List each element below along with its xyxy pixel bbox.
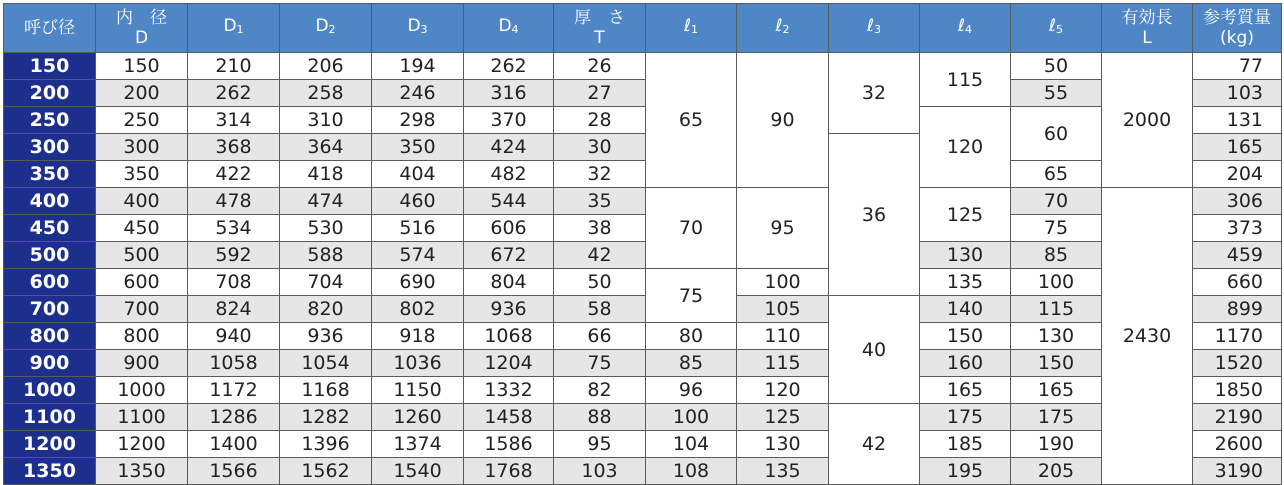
nominal-cell: 350 [4, 161, 96, 188]
cell-l2: 130 [737, 431, 829, 458]
cell-kg: 103 [1193, 80, 1282, 107]
cell-kg: 2190 [1193, 404, 1282, 431]
cell-kg: 1170 [1193, 323, 1282, 350]
header-d1: $D_1$ [188, 4, 280, 53]
cell-l5: 205 [1011, 458, 1102, 485]
header-l4: ℓ$_4$ [920, 4, 1011, 53]
cell-d: 700 [96, 296, 188, 323]
header-subscript: 2 [328, 23, 336, 36]
cell-d: 450 [96, 215, 188, 242]
cell-l4-merged: 115 [920, 53, 1011, 107]
cell-d4: 1204 [464, 350, 554, 377]
cell-l5: 175 [1011, 404, 1102, 431]
cell-d2: 1054 [280, 350, 372, 377]
nominal-cell: 150 [4, 53, 96, 80]
cell-t: 30 [554, 134, 646, 161]
table-row [4, 80, 1282, 107]
cell-d: 200 [96, 80, 188, 107]
header-thick-top: 厚 さ [574, 8, 625, 28]
cell-d: 1200 [96, 431, 188, 458]
cell-l1: 85 [646, 350, 737, 377]
cell-t: 27 [554, 80, 646, 107]
header-d2: $D_2$ [280, 4, 372, 53]
cell-d2: 1282 [280, 404, 372, 431]
cell-d: 800 [96, 323, 188, 350]
cell-t: 58 [554, 296, 646, 323]
spec-table [3, 3, 1282, 485]
cell-d4: 482 [464, 161, 554, 188]
cell-kg: 3190 [1193, 458, 1282, 485]
cell-d: 150 [96, 53, 188, 80]
cell-d1: 422 [188, 161, 280, 188]
cell-l1: 80 [646, 323, 737, 350]
nominal-cell: 700 [4, 296, 96, 323]
header-eff-top: 有効長 [1121, 8, 1173, 28]
nominal-cell: 500 [4, 242, 96, 269]
cell-kg: 165 [1193, 134, 1282, 161]
cell-d2: 1562 [280, 458, 372, 485]
cell-l1: 108 [646, 458, 737, 485]
cell-d4: 936 [464, 296, 554, 323]
cell-d1: 940 [188, 323, 280, 350]
cell-l5: 165 [1011, 377, 1102, 404]
cell-l2: 115 [737, 350, 829, 377]
cell-d: 900 [96, 350, 188, 377]
cell-l1-merged: 75 [646, 269, 737, 323]
cell-d3: 1260 [372, 404, 464, 431]
nominal-cell: 200 [4, 80, 96, 107]
cell-d2: 1168 [280, 377, 372, 404]
cell-kg: 899 [1193, 296, 1282, 323]
cell-d1: 210 [188, 53, 280, 80]
cell-kg: 373 [1193, 215, 1282, 242]
cell-kg: 2600 [1193, 431, 1282, 458]
cell-d3: 918 [372, 323, 464, 350]
header-inner-top: 内 径 [116, 8, 167, 28]
cell-l2: 105 [737, 296, 829, 323]
cell-l3-merged: 42 [829, 404, 920, 485]
cell-d2: 1396 [280, 431, 372, 458]
cell-d3: 516 [372, 215, 464, 242]
cell-l2: 135 [737, 458, 829, 485]
header-l3: ℓ$_3$ [829, 4, 920, 53]
header-subscript: 1 [691, 23, 699, 36]
cell-l5: 50 [1011, 53, 1102, 80]
cell-d4: 424 [464, 134, 554, 161]
header-subscript: 3 [874, 23, 882, 36]
header-row [4, 4, 1282, 53]
cell-d1: 262 [188, 80, 280, 107]
cell-l5: 75 [1011, 215, 1102, 242]
cell-kg: 459 [1193, 242, 1282, 269]
cell-l2: 100 [737, 269, 829, 296]
table-row [4, 53, 1282, 80]
cell-d1: 1172 [188, 377, 280, 404]
table-row [4, 323, 1282, 350]
header-eff-bottom: L [1142, 28, 1152, 48]
table-row [4, 350, 1282, 377]
cell-d1: 824 [188, 296, 280, 323]
cell-d2: 588 [280, 242, 372, 269]
nominal-cell: 800 [4, 323, 96, 350]
cell-d2: 704 [280, 269, 372, 296]
table-row [4, 215, 1282, 242]
nominal-cell: 250 [4, 107, 96, 134]
cell-d2: 206 [280, 53, 372, 80]
cell-d3: 690 [372, 269, 464, 296]
cell-t: 28 [554, 107, 646, 134]
cell-d2: 310 [280, 107, 372, 134]
cell-l4: 160 [920, 350, 1011, 377]
cell-l4-merged: 120 [920, 107, 1011, 188]
cell-kg: 77 [1193, 53, 1282, 80]
cell-d3: 802 [372, 296, 464, 323]
cell-l1: 100 [646, 404, 737, 431]
cell-l1: 104 [646, 431, 737, 458]
cell-d1: 1400 [188, 431, 280, 458]
cell-d2: 530 [280, 215, 372, 242]
cell-l2-merged: 90 [737, 53, 829, 188]
cell-d: 1350 [96, 458, 188, 485]
table-row [4, 404, 1282, 431]
cell-d3: 1374 [372, 431, 464, 458]
cell-l5-merged: 60 [1011, 107, 1102, 161]
header-l1: ℓ$_1$ [646, 4, 737, 53]
cell-d1: 1566 [188, 458, 280, 485]
cell-d4: 1068 [464, 323, 554, 350]
header-subscript: 3 [420, 23, 428, 36]
header-d4: $D_4$ [464, 4, 554, 53]
cell-kg: 204 [1193, 161, 1282, 188]
cell-d1: 314 [188, 107, 280, 134]
cell-d1: 534 [188, 215, 280, 242]
header-subscript: 4 [965, 23, 973, 36]
cell-l3-merged: 32 [829, 53, 920, 134]
cell-l4: 130 [920, 242, 1011, 269]
table-row [4, 161, 1282, 188]
cell-l4: 195 [920, 458, 1011, 485]
cell-d2: 258 [280, 80, 372, 107]
cell-d4: 1458 [464, 404, 554, 431]
cell-eff-merged: 2430 [1102, 188, 1193, 485]
nominal-cell: 300 [4, 134, 96, 161]
cell-t: 35 [554, 188, 646, 215]
nominal-cell: 1100 [4, 404, 96, 431]
cell-d2: 364 [280, 134, 372, 161]
header-thickness [554, 4, 646, 53]
cell-l4: 140 [920, 296, 1011, 323]
cell-l5: 130 [1011, 323, 1102, 350]
cell-l5: 115 [1011, 296, 1102, 323]
cell-t: 26 [554, 53, 646, 80]
cell-d: 350 [96, 161, 188, 188]
table-row [4, 107, 1282, 134]
header-l2: ℓ$_2$ [737, 4, 829, 53]
cell-t: 103 [554, 458, 646, 485]
cell-d3: 404 [372, 161, 464, 188]
cell-l1-merged: 70 [646, 188, 737, 269]
cell-d4: 672 [464, 242, 554, 269]
header-inner-diameter [96, 4, 188, 53]
cell-t: 32 [554, 161, 646, 188]
cell-d2: 820 [280, 296, 372, 323]
cell-t: 38 [554, 215, 646, 242]
cell-l4: 185 [920, 431, 1011, 458]
header-effective-length [1102, 4, 1193, 53]
cell-d4: 370 [464, 107, 554, 134]
cell-d4: 606 [464, 215, 554, 242]
cell-d4: 544 [464, 188, 554, 215]
cell-d2: 418 [280, 161, 372, 188]
header-subscript: 1 [236, 23, 244, 36]
cell-d1: 478 [188, 188, 280, 215]
cell-d: 500 [96, 242, 188, 269]
header-inner-bottom: D [134, 28, 149, 48]
cell-d: 300 [96, 134, 188, 161]
header-subscript: 2 [782, 23, 790, 36]
cell-d1: 1058 [188, 350, 280, 377]
cell-d3: 246 [372, 80, 464, 107]
cell-l4: 175 [920, 404, 1011, 431]
cell-kg: 1520 [1193, 350, 1282, 377]
table-row [4, 269, 1282, 296]
header-mass-bottom: (kg) [1220, 28, 1254, 48]
cell-d2: 936 [280, 323, 372, 350]
cell-d3: 574 [372, 242, 464, 269]
cell-l3-merged: 40 [829, 296, 920, 404]
cell-d: 250 [96, 107, 188, 134]
cell-d1: 592 [188, 242, 280, 269]
cell-l2-merged: 95 [737, 188, 829, 269]
header-nominal: 呼び径 [4, 4, 96, 53]
cell-d4: 1332 [464, 377, 554, 404]
table-row [4, 296, 1282, 323]
cell-l5: 150 [1011, 350, 1102, 377]
nominal-cell: 1200 [4, 431, 96, 458]
cell-l4-merged: 125 [920, 188, 1011, 242]
cell-d3: 1036 [372, 350, 464, 377]
cell-d4: 316 [464, 80, 554, 107]
cell-l5: 100 [1011, 269, 1102, 296]
table-row [4, 431, 1282, 458]
cell-kg: 1850 [1193, 377, 1282, 404]
cell-t: 95 [554, 431, 646, 458]
cell-d4: 804 [464, 269, 554, 296]
table-row [4, 188, 1282, 215]
cell-d: 600 [96, 269, 188, 296]
cell-t: 88 [554, 404, 646, 431]
cell-l2: 120 [737, 377, 829, 404]
cell-l2: 110 [737, 323, 829, 350]
cell-t: 75 [554, 350, 646, 377]
cell-t: 66 [554, 323, 646, 350]
cell-l4: 165 [920, 377, 1011, 404]
cell-d: 400 [96, 188, 188, 215]
table-row [4, 242, 1282, 269]
cell-d2: 474 [280, 188, 372, 215]
cell-eff-merged: 2000 [1102, 53, 1193, 188]
cell-d3: 460 [372, 188, 464, 215]
nominal-cell: 900 [4, 350, 96, 377]
cell-kg: 660 [1193, 269, 1282, 296]
header-thick-bottom: T [594, 28, 605, 48]
cell-l5: 85 [1011, 242, 1102, 269]
cell-d4: 1586 [464, 431, 554, 458]
nominal-cell: 450 [4, 215, 96, 242]
cell-d3: 350 [372, 134, 464, 161]
cell-t: 82 [554, 377, 646, 404]
cell-t: 50 [554, 269, 646, 296]
cell-l3-merged: 36 [829, 134, 920, 296]
cell-l5: 70 [1011, 188, 1102, 215]
cell-l5: 55 [1011, 80, 1102, 107]
cell-l1: 96 [646, 377, 737, 404]
nominal-cell: 600 [4, 269, 96, 296]
cell-d1: 368 [188, 134, 280, 161]
cell-kg: 306 [1193, 188, 1282, 215]
table-row [4, 377, 1282, 404]
cell-d3: 1540 [372, 458, 464, 485]
header-l5: ℓ$_5$ [1011, 4, 1102, 53]
nominal-cell: 1350 [4, 458, 96, 485]
header-d3: $D_3$ [372, 4, 464, 53]
cell-d4: 1768 [464, 458, 554, 485]
cell-kg: 131 [1193, 107, 1282, 134]
cell-d: 1100 [96, 404, 188, 431]
cell-d1: 1286 [188, 404, 280, 431]
table-row [4, 458, 1282, 485]
header-mass [1193, 4, 1282, 53]
header-subscript: 4 [511, 23, 519, 36]
header-subscript: 5 [1056, 23, 1064, 36]
cell-l2: 125 [737, 404, 829, 431]
cell-d: 1000 [96, 377, 188, 404]
cell-t: 42 [554, 242, 646, 269]
nominal-cell: 400 [4, 188, 96, 215]
cell-d1: 708 [188, 269, 280, 296]
cell-l1-merged: 65 [646, 53, 737, 188]
cell-l4: 135 [920, 269, 1011, 296]
cell-l4: 150 [920, 323, 1011, 350]
cell-d3: 194 [372, 53, 464, 80]
cell-l5: 190 [1011, 431, 1102, 458]
nominal-cell: 1000 [4, 377, 96, 404]
cell-d3: 298 [372, 107, 464, 134]
header-mass-top: 参考質量 [1203, 8, 1271, 28]
cell-l5: 65 [1011, 161, 1102, 188]
cell-d3: 1150 [372, 377, 464, 404]
cell-d4: 262 [464, 53, 554, 80]
